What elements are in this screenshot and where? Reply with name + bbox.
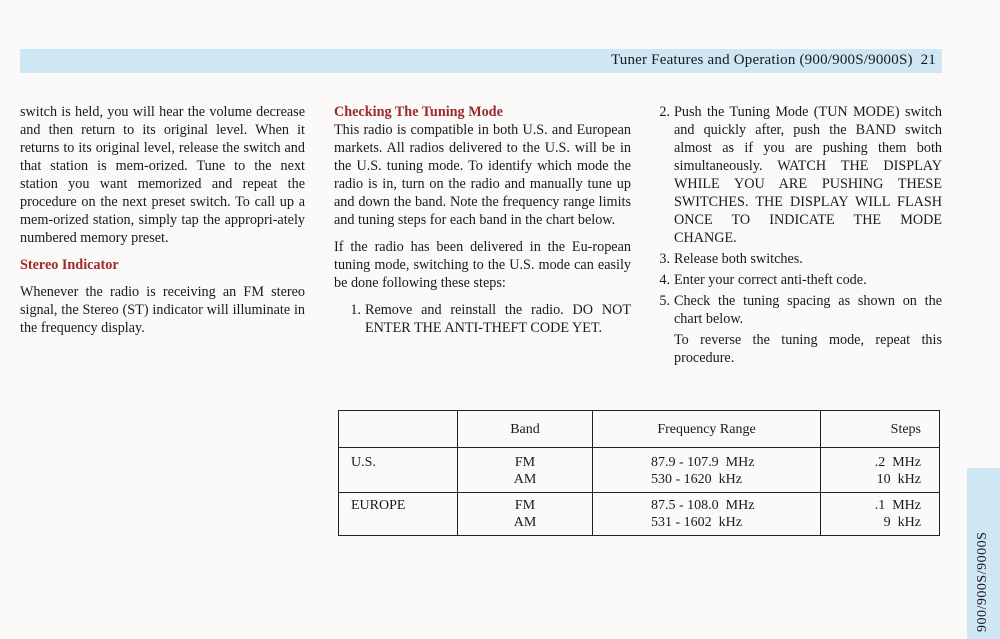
range-cell: [593, 493, 821, 536]
band-value: AM: [513, 472, 537, 487]
header-title: [611, 52, 936, 69]
range-cell: [593, 448, 821, 493]
table-row: [339, 493, 940, 536]
step-item: [334, 301, 631, 337]
header-title-text: Tuner Features and Operation (900/900S/9000S): [610, 52, 913, 68]
steps-value: 10 kHz: [876, 472, 921, 487]
heading-checking-tuning-mode: Checking The Tuning Mode: [334, 104, 503, 120]
band-cell: [458, 493, 593, 536]
left-paragraph-2: Whenever the radio is receiving an FM stereo signal, the Stereo (ST) indicator will illuminate in the frequency display.: [20, 284, 305, 336]
band-value: FM: [514, 455, 536, 470]
step-note: To reverse the tuning mode, repeat this procedure.: [674, 332, 942, 366]
range-value: 530 - 1620 kHz: [651, 472, 742, 487]
middle-column: [334, 103, 631, 337]
step-item: [652, 250, 942, 268]
range-value: 531 - 1602 kHz: [651, 515, 742, 530]
heading-stereo-indicator: Stereo Indicator: [20, 257, 119, 273]
band-cell: [458, 448, 593, 493]
steps-list-start: [334, 301, 631, 337]
range-value: 87.9 - 107.9 MHz: [651, 455, 755, 470]
step-text: Remove and reinstall the radio. DO NOT ENTER THE ANTI-THEFT CODE YET.: [365, 302, 631, 336]
region-cell: EUROPE: [339, 493, 458, 536]
header-frequency-range: Frequency Range: [593, 411, 821, 448]
left-paragraph-1: switch is held, you will hear the volume decrease and then return to its original level. When it returns to its original level, release the switch and that station is mem-orized. Tune to the next station you want memorized and repeat the procedure on the next preset switch. To call up a mem-orized station, simply tap the appropri-ately numbered memory preset.: [20, 104, 305, 246]
step-number: 4.: [659, 272, 670, 288]
band-value: AM: [513, 515, 537, 530]
step-item: [652, 292, 942, 367]
page-number: 21: [920, 52, 936, 68]
running-header: [20, 49, 942, 73]
range-value: 87.5 - 108.0 MHz: [651, 498, 755, 513]
step-text: Check the tuning spacing as shown on the chart below.: [674, 293, 942, 327]
band-value: FM: [514, 498, 536, 513]
steps-value: .1 MHz: [874, 498, 921, 513]
tuning-chart-table: [338, 410, 940, 536]
step-number: 5.: [659, 293, 670, 309]
step-number: 2.: [659, 104, 670, 120]
step-number: 3.: [659, 251, 670, 267]
step-text: Enter your correct anti-theft code.: [674, 272, 867, 288]
left-column: [20, 103, 305, 337]
header-band: Band: [458, 411, 593, 448]
region-cell: U.S.: [339, 448, 458, 493]
step-item: [652, 271, 942, 289]
header-steps: Steps: [821, 411, 940, 448]
side-tab-label: 900/900S/9000S: [975, 531, 990, 632]
step-text: Push the Tuning Mode (TUN MODE) switch and quickly after, push the BAND switch almost as if you are pushing them both simultaneously. WATCH THE DISPLAY WHILE YOU ARE PUSHING THESE SWITCHES. THE DISPLAY WILL FLASH ONCE TO INDICATE THE MODE CHANGE.: [674, 104, 942, 246]
right-column: [652, 103, 942, 367]
steps-cell: [821, 493, 940, 536]
step-text: Release both switches.: [674, 251, 803, 267]
table-row: [339, 448, 940, 493]
steps-value: .2 MHz: [874, 455, 921, 470]
step-number: 1.: [350, 302, 361, 318]
middle-paragraph-1: This radio is compatible in both U.S. and European markets. All radios delivered to the U.S. will be in the U.S. tuning mode. To identify which mode the radio is in, turn on the radio and manually tune up and down the band. Note the frequency range limits and tuning steps for each band in the chart below.: [334, 122, 631, 228]
step-item: [652, 103, 942, 247]
steps-cell: [821, 448, 940, 493]
side-index-tab: [967, 468, 1000, 639]
steps-list-continued: [652, 103, 942, 367]
table-header-row: [339, 411, 940, 448]
middle-paragraph-2: If the radio has been delivered in the Eu-ropean tuning mode, switching to the U.S. mode can easily be done following these steps:: [334, 239, 631, 291]
header-region: [339, 411, 458, 448]
steps-value: 9 kHz: [883, 515, 921, 530]
